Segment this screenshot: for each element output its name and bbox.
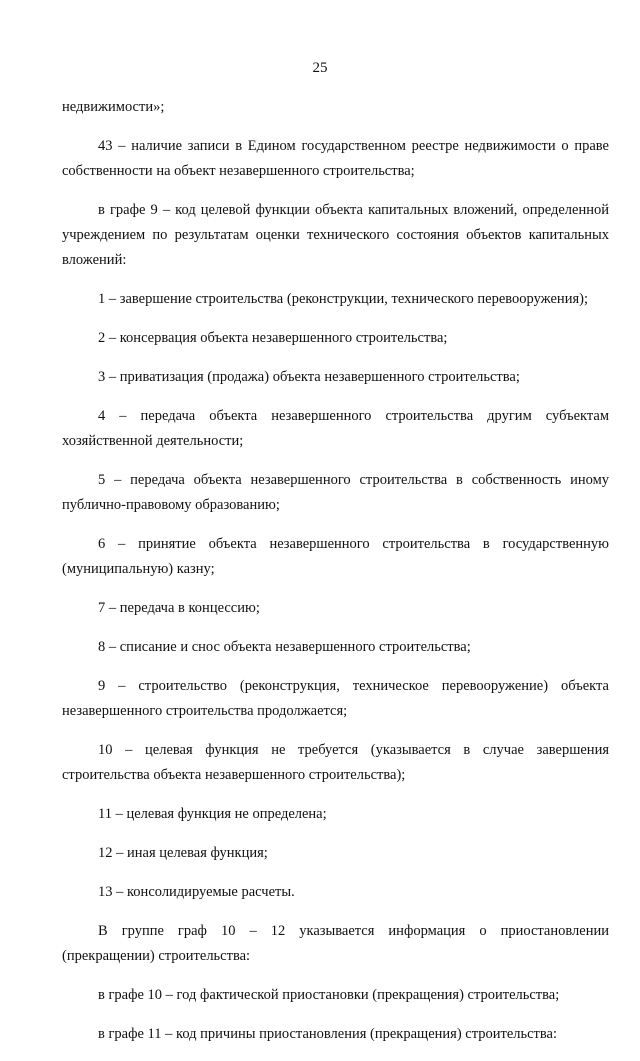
list-item-11: 11 – целевая функция не определена;	[98, 806, 327, 822]
list-item-4: 4 – передача объекта незавершенного строительства другим субъектам хозяйственной деятельности;	[62, 408, 609, 449]
document-body	[62, 95, 609, 1061]
paragraph-continuation: недвижимости»;	[62, 99, 165, 115]
list-item-5: 5 – передача объекта незавершенного строительства в собственность иному публично-правовому образованию;	[62, 472, 609, 513]
list-item-3: 3 – приватизация (продажа) объекта незавершенного строительства;	[98, 369, 520, 385]
list-item-1: 1 – завершение строительства (реконструкции, технического перевооружения);	[98, 291, 588, 307]
list-item-9: 9 – строительство (реконструкция, техническое перевооружение) объекта незавершенного строительства продолжается;	[62, 678, 609, 719]
list-item-13: 13 – консолидируемые расчеты.	[98, 884, 295, 900]
list-item-2: 2 – консервация объекта незавершенного строительства;	[98, 330, 448, 346]
list-item-8: 8 – списание и снос объекта незавершенного строительства;	[98, 639, 471, 655]
paragraph-column-11: в графе 11 – код причины приостановления (прекращения) строительства:	[98, 1026, 558, 1042]
list-item-10: 10 – целевая функция не требуется (указывается в случае завершения строительства объекта незавершенного строительства);	[62, 742, 609, 783]
list-item-7: 7 – передача в концессию;	[98, 600, 260, 616]
paragraph-column-10: в графе 10 – год фактической приостановки (прекращения) строительства;	[98, 987, 560, 1003]
paragraph-columns-10-12: В группе граф 10 – 12 указывается информация о приостановлении (прекращении) строительства:	[62, 923, 609, 964]
list-item-6: 6 – принятие объекта незавершенного строительства в государственную (муниципальную) казну;	[62, 536, 609, 577]
paragraph-item-43: 43 – наличие записи в Едином государственном реестре недвижимости о праве собственности на объект незавершенного строительства;	[62, 138, 609, 179]
paragraph-column-9: в графе 9 – код целевой функции объекта капитальных вложений, определенной учреждением по результатам оценки технического состояния объектов капитальных вложений:	[62, 202, 609, 268]
list-item-12: 12 – иная целевая функция;	[98, 845, 268, 861]
page-number: 25	[312, 60, 328, 76]
